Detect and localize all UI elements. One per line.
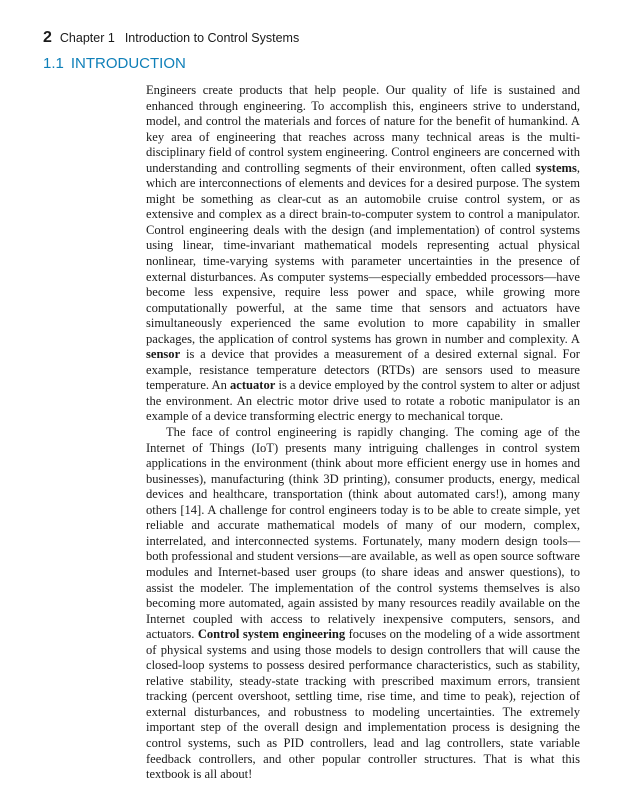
- paragraph-2-text-a: The face of control engineering is rapidly changing. The coming age of the Internet of Things (IoT) presents many intriguing challenges in control system applications in the environment (think about more efficient energy use in homes and businesses), manufacturing (think 3D printing), consumer products, energy, medical devices and healthcare, transportation (think about automated cars!), among many others [14]. A challenge for control engineers today is to be able to create simple, yet reliable and accurate mathematical models of many of our modern, complex, interrelated, and interconnected systems. Fortunately, many modern design tools—both professional and student versions—are available, as well as open source software modules and Internet-based user groups (to share ideas and answer questions), to assist the modeler. The implementation of the control systems themselves is also becoming more automated, again assisted by many resources readily available on the Internet coupled with access to relatively inexpensive computers, sensors, and actuators.: [146, 425, 580, 642]
- paragraph-2: [146, 425, 580, 783]
- section-heading: [43, 55, 186, 72]
- paragraph-1-text-c: is a device that provides a measurement of a desired external signal. For example, resistance temperature detectors (RTDs) are sensors used to measure temperature. An: [146, 347, 580, 393]
- chapter-title: Introduction to Control Systems: [124, 31, 300, 45]
- page-number: 2: [43, 29, 52, 46]
- paragraph-2-text-b: focuses on the modeling of a wide assortment of physical systems and using those models to design controllers that will cause the closed-loop systems to possess desired performance characteristics, such as stability, relative stability, steady-state tracking with prescribed maximum errors, transient tracking (percent overshoot, settling time, rise time, and time to peak), rejection of external disturbances, and robustness to modeling uncertainties. The extremely important step of the overall design and implementation process is designing the control systems, such as PID controllers, lead and lag controllers, state variable feedback controllers, and other popular controller structures. That is what this textbook is all about!: [146, 627, 581, 782]
- section-number: 1.1: [43, 55, 64, 72]
- paragraph-1-text-b: , which are interconnections of elements and devices for a desired purpose. The system might be something as clear-cut as an automobile cruise control system, or as extensive and complex as a direct brain-to-computer system to control a manipulator. Control engineering deals with the design (and implementation) of control systems using linear, time-invariant mathematical models representing actual physical nonlinear, time-varying systems with parameter uncertainties in the presence of external disturbances. As computer systems—especially embedded processors—have become less expensive, require less power and space, while growing more computationally powerful, at the same time that sensors and actuators have simultaneously experienced the same evolution to more capability in smaller packages, the application of control systems has grown in number and complexity. A: [146, 160, 580, 346]
- paragraph-1-text-d: is a device employed by the control system to alter or adjust the environment. An electric motor drive used to rotate a robotic manipulator is an example of a device transforming electric energy to mechanical torque.: [146, 378, 580, 424]
- term-systems: systems: [535, 160, 577, 175]
- paragraph-1: [146, 83, 580, 425]
- chapter-label: Chapter 1: [59, 31, 115, 45]
- paragraph-1-text-a: Engineers create products that help people. Our quality of life is sustained and enhanced through engineering. To accomplish this, engineers strive to understand, model, and control the materials and forces of nature for the benefit of humankind. A key area of engineering that reaches across many technical areas is the multidisciplinary field of control system engineering. Control engineers are concerned with understanding and controlling segments of their environment, often called: [146, 83, 580, 175]
- term-control-system-engineering: Control system engineering: [197, 627, 346, 642]
- body-text: [146, 83, 580, 783]
- running-header: [43, 29, 299, 47]
- term-actuator: actuator: [230, 378, 276, 393]
- term-sensor: sensor: [146, 347, 181, 362]
- section-title: INTRODUCTION: [70, 55, 186, 72]
